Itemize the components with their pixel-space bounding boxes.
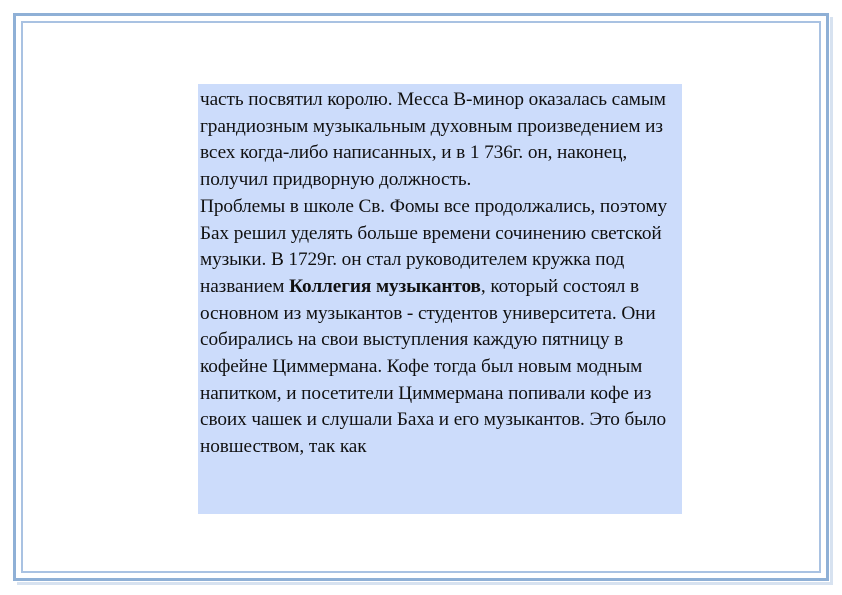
paragraph-2 <box>200 194 680 461</box>
paragraph-2-bold-term: Коллегия музыкантов <box>289 275 481 297</box>
text-block <box>198 84 682 514</box>
paragraph-2-text-start: Проблемы в школе Св. Фомы все продолжались, поэтому Бах решил уделять больше времени сочинению светской музыки. В 1729г. он стал руководителем кружка под названием <box>200 195 667 297</box>
paragraph-1: часть посвятил королю. Месса B-минор оказалась самым грандиозным музыкальным духовным произведением из всех когда-либо написанных, и в 1 736г. он, наконец, получил придворную должность. <box>200 89 666 191</box>
paragraph-2-text-end: , который состоял в основном из музыкантов - студентов университета. Они собирались на свои выступления каждую пятницу в кофейне Циммермана. Кофе тогда был новым модным напитком, и посетители Циммермана попивали кофе из своих чашек и слушали Баха и его музыкантов. Это было новшеством, так как <box>200 275 667 458</box>
